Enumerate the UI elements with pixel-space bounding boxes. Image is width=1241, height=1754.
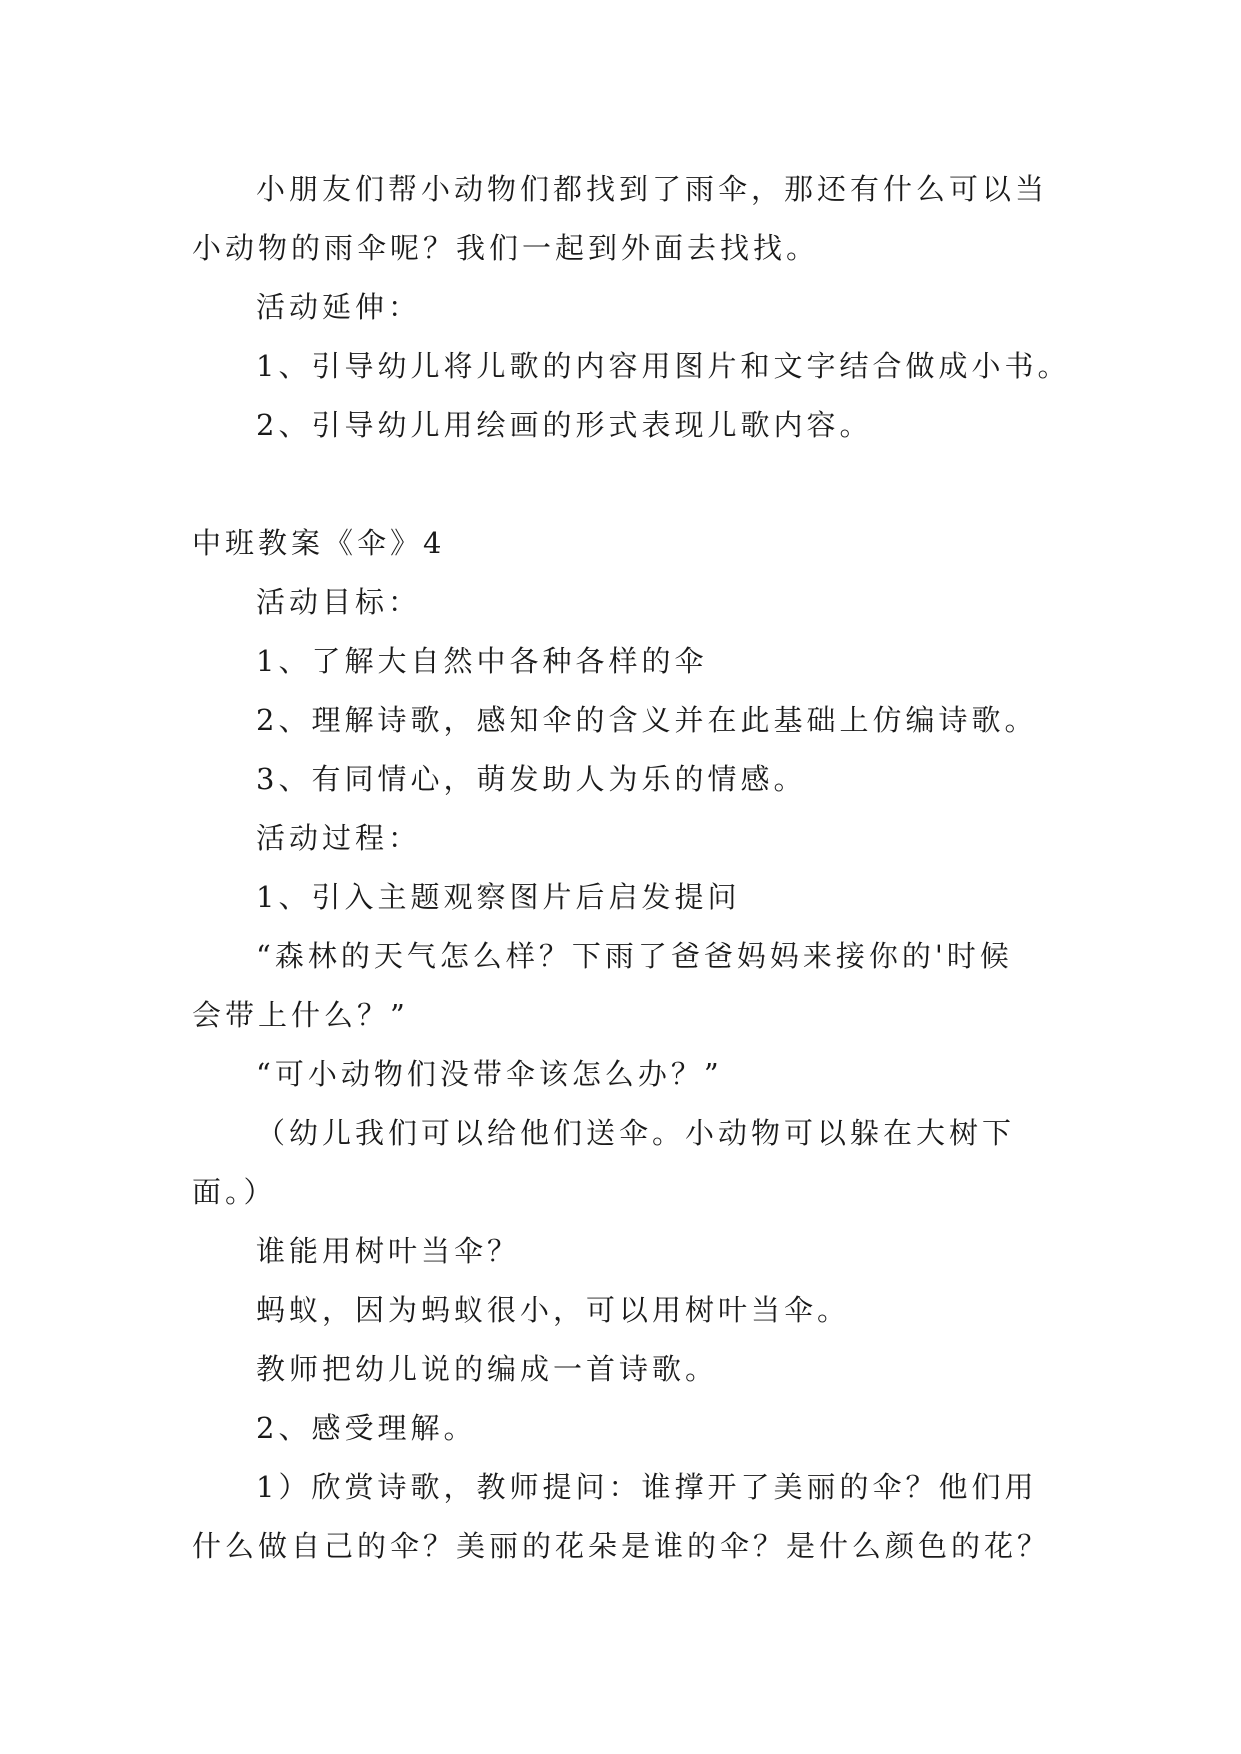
text-line: 2、感受理解。 xyxy=(256,1411,477,1445)
paragraph-children-answer xyxy=(192,1104,1072,1222)
paragraph-process-step-1 xyxy=(192,868,1072,927)
text-line: 1、了解大自然中各种各样的伞 xyxy=(256,644,708,678)
paragraph-goal-1 xyxy=(192,632,1072,691)
text-line: 会带上什么？” xyxy=(192,998,409,1032)
text-line: 2、理解诗歌，感知伞的含义并在此基础上仿编诗歌。 xyxy=(256,703,1038,737)
text-line: 1、引入主题观察图片后启发提问 xyxy=(256,880,741,914)
paragraph-question-weather xyxy=(192,927,1072,1045)
text-line: 谁能用树叶当伞？ xyxy=(256,1234,521,1268)
paragraph-extension-item-1 xyxy=(192,337,1072,396)
paragraph-umbrella-search xyxy=(192,160,1072,278)
text-line: 小朋友们帮小动物们都找到了雨伞，那还有什么可以当 xyxy=(256,172,1049,206)
paragraph-extension-item-2 xyxy=(192,396,1072,455)
text-line: （幼儿我们可以给他们送伞。小动物可以躲在大树下 xyxy=(256,1116,1016,1150)
text-line: 面。） xyxy=(192,1175,277,1209)
text-line: 活动过程： xyxy=(256,821,422,855)
paragraph-ant-answer xyxy=(192,1281,1072,1340)
paragraph-teacher-poem xyxy=(192,1340,1072,1399)
paragraph-activity-extension-heading xyxy=(192,278,1072,337)
text-line: “森林的天气怎么样？下雨了爸爸妈妈来接你的'时候 xyxy=(256,939,1013,973)
text-line: 小动物的雨伞呢？我们一起到外面去找找。 xyxy=(192,231,820,265)
paragraph-activity-process-heading xyxy=(192,809,1072,868)
text-line: 什么做自己的伞？美丽的花朵是谁的伞？是什么颜色的花？ xyxy=(192,1529,1051,1563)
text-line: 教师把幼儿说的编成一首诗歌。 xyxy=(256,1352,719,1386)
paragraph-goal-3 xyxy=(192,750,1072,809)
paragraph-appreciate-poem xyxy=(192,1458,1072,1576)
text-line: 活动延伸： xyxy=(256,290,422,324)
text-line: “可小动物们没带伞该怎么办？” xyxy=(256,1057,723,1091)
paragraph-process-step-2 xyxy=(192,1399,1072,1458)
paragraph-goal-2 xyxy=(192,691,1072,750)
paragraph-leaf-question xyxy=(192,1222,1072,1281)
paragraph-activity-goals-heading xyxy=(192,573,1072,632)
paragraph-question-animals xyxy=(192,1045,1072,1104)
section-title: 中班教案《伞》4 xyxy=(192,526,446,560)
text-line: 2、引导幼儿用绘画的形式表现儿歌内容。 xyxy=(256,408,873,442)
text-line: 蚂蚁，因为蚂蚁很小，可以用树叶当伞。 xyxy=(256,1293,851,1327)
text-line: 3、有同情心，萌发助人为乐的情感。 xyxy=(256,762,807,796)
document-body xyxy=(192,160,1072,1576)
text-line: 1、引导幼儿将儿歌的内容用图片和文字结合做成小书。 xyxy=(256,349,1071,383)
text-line: 活动目标： xyxy=(256,585,422,619)
text-line: 1）欣赏诗歌，教师提问：谁撑开了美丽的伞？他们用 xyxy=(256,1470,1038,1504)
